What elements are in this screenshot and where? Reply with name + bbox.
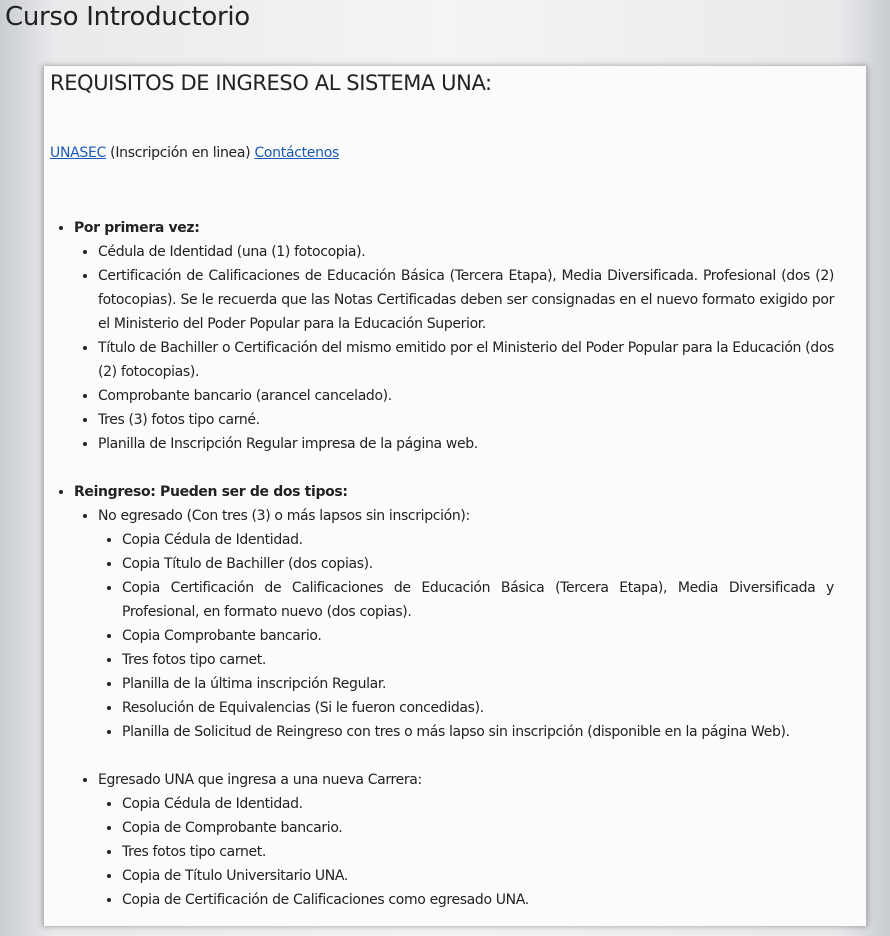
links-row xyxy=(50,144,339,162)
list-item: • Tres (3) fotos tipo carné. xyxy=(98,408,834,432)
requirements-list xyxy=(52,216,834,936)
contact-link[interactable]: Contáctenos xyxy=(254,145,339,161)
no-graduate-label: No egresado (Con tres (3) o más lapsos sin inscripción): xyxy=(98,508,470,524)
list-item: • Resolución de Equivalencias (Si le fueron concedidas). xyxy=(122,696,834,720)
list-item: • Tres fotos tipo carnet. xyxy=(122,648,834,672)
list-item: • Título de Bachiller o Certificación del mismo emitido por el Ministerio del Poder Popular para la Educación (dos (2) fotocopias). xyxy=(98,336,834,384)
graduate-group xyxy=(98,768,834,912)
list-item: • Copia Comprobante bancario. xyxy=(122,624,834,648)
list-item: • Copia de Certificación de Calificaciones como egresado UNA. xyxy=(122,888,834,912)
reentry-group xyxy=(74,480,834,912)
reentry-label: Reingreso: Pueden ser de dos tipos: xyxy=(74,484,348,500)
list-item: • Copia Cédula de Identidad. xyxy=(122,792,834,816)
list-item: • Copia Título de Bachiller (dos copias). xyxy=(122,552,834,576)
list-item: • Comprobante bancario (arancel cancelado). xyxy=(98,384,834,408)
list-item: • Certificación de Calificaciones de Educación Básica (Tercera Etapa), Media Diversificada. Profesional (dos (2) fotocopias). Se le recuerda que las Notas Certificadas deben ser consignadas en el nuevo formato exigido por el Ministerio del Poder Popular para la Educación Superior. xyxy=(98,264,834,336)
section-heading: REQUISITOS DE INGRESO AL SISTEMA UNA: xyxy=(50,71,492,95)
no-graduate-items xyxy=(98,528,834,744)
unasec-link-suffix: (Inscripción en linea) xyxy=(106,145,255,161)
graduate-label: Egresado UNA que ingresa a una nueva Carrera: xyxy=(98,772,422,788)
unasec-link[interactable]: UNASEC xyxy=(50,145,107,161)
graduate-items xyxy=(98,792,834,912)
reentry-types xyxy=(74,504,834,912)
list-item: • Tres fotos tipo carnet. xyxy=(122,840,834,864)
list-item: • Planilla de la última inscripción Regular. xyxy=(122,672,834,696)
list-item: • Copia Certificación de Calificaciones de Educación Básica (Tercera Etapa), Media Diversificada y Profesional, en formato nuevo (dos copias). xyxy=(122,576,834,624)
list-item: • Cédula de Identidad (una (1) fotocopia). xyxy=(98,240,834,264)
first-time-label: Por primera vez: xyxy=(74,220,200,236)
page-title: Curso Introductorio xyxy=(5,2,250,32)
list-item: • Planilla de Solicitud de Reingreso con tres o más lapso sin inscripción (disponible en la página Web). xyxy=(122,720,834,744)
list-item: • Planilla de Inscripción Regular impresa de la página web. xyxy=(98,432,834,456)
content-panel xyxy=(43,66,867,926)
list-item: • Copia de Título Universitario UNA. xyxy=(122,864,834,888)
first-time-group xyxy=(74,216,834,456)
no-graduate-group xyxy=(98,504,834,744)
first-time-items xyxy=(74,240,834,456)
list-item: • Copia Cédula de Identidad. xyxy=(122,528,834,552)
list-item: • Copia de Comprobante bancario. xyxy=(122,816,834,840)
